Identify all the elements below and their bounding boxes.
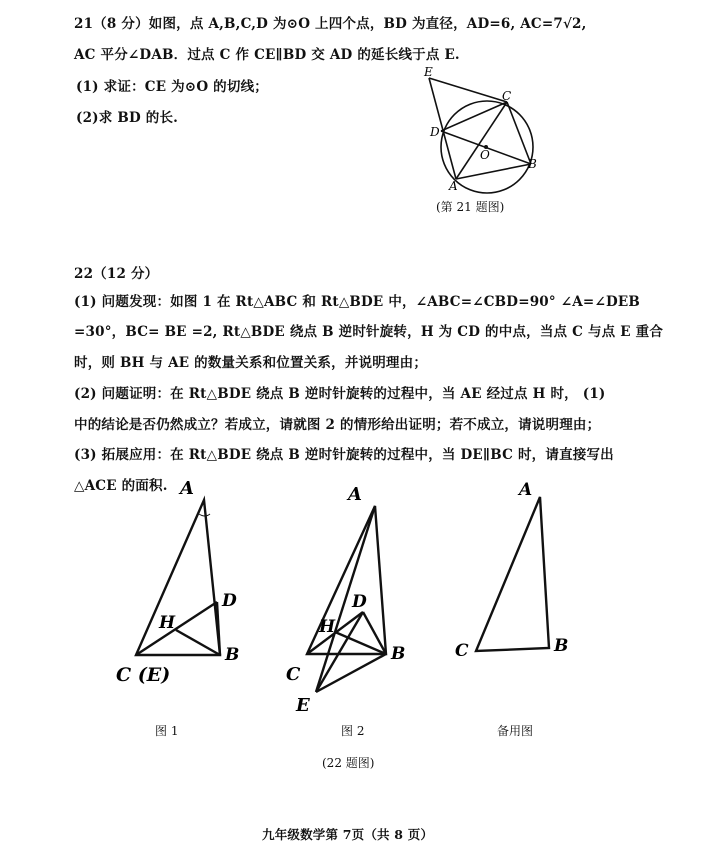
q21-label-O: O	[480, 148, 490, 162]
fig2-caption: 图 2	[341, 724, 365, 738]
fig1-label-B: B	[225, 645, 240, 665]
fig2-label-E: E	[296, 695, 310, 716]
q21-label-D: D	[430, 125, 440, 139]
q22-p1-line3: 时，则 BH 与 AE 的数量关系和位置关系，并说明理由；	[74, 355, 428, 371]
q22-figure-caption: (22 题图)	[322, 756, 375, 770]
q22-fig2	[307, 506, 386, 692]
fig3-caption: 备用图	[497, 724, 534, 738]
q21-part1: (1) 求证：CE 为⊙O 的切线；	[76, 79, 268, 95]
q22-fig3	[476, 497, 549, 651]
page-footer: 九年级数学第 7页（共 8 页）	[262, 827, 434, 842]
fig3-label-C: C	[455, 641, 469, 661]
q22-p2-line2: 中的结论是否仍然成立？若成立，请就图 2 的情形给出证明；若不成立，请说明理由；	[74, 417, 601, 433]
fig1-caption: 图 1	[155, 724, 179, 738]
fig2-label-B: B	[391, 644, 406, 664]
fig2-label-A: A	[348, 484, 362, 505]
q22-p1-line2: =30°，BC= BE =2, Rt△BDE 绕点 B 逆时针旋转，H 为 CD 的中点，当点 C 与点 E 重合	[74, 324, 664, 340]
q22-fig1	[136, 500, 220, 655]
q21-part2: (2)求 BD 的长.	[76, 110, 179, 126]
fig2-label-C: C	[286, 664, 301, 685]
fig1-label-D: D	[222, 591, 237, 611]
q21-header: 21（8 分）如图，点 A,B,C,D 为⊙O 上四个点，BD 为直径，AD=6, AC=7√2,	[74, 16, 587, 32]
fig3-label-B: B	[554, 636, 569, 656]
fig1-label-H: H	[159, 613, 176, 633]
fig3-label-A: A	[519, 480, 533, 500]
fig1-label-CE: C (E)	[116, 664, 171, 686]
q22-p3-line2: △ACE 的面积.	[74, 478, 168, 494]
q21-label-A: A	[449, 179, 458, 193]
q21-line2: AC 平分∠DAB．过点 C 作 CE∥BD 交 AD 的延长线于点 E.	[74, 47, 460, 63]
fig2-label-D: D	[352, 592, 367, 612]
q22-p2-line1: (2) 问题证明：在 Rt△BDE 绕点 B 逆时针旋转的过程中，当 AE 经过点 H 时， (1)	[74, 386, 606, 402]
q21-label-C: C	[502, 89, 512, 103]
fig2-label-H: H	[319, 617, 336, 637]
q22-p1-line1: (1) 问题发现：如图 1 在 Rt△ABC 和 Rt△BDE 中，∠ABC=∠CBD=90° ∠A=∠DEB	[74, 294, 640, 310]
q21-label-B: B	[528, 157, 537, 171]
q21-figure-caption: (第 21 题图)	[436, 200, 505, 214]
q22-header: 22（12 分）	[74, 266, 159, 282]
fig1-label-A: A	[180, 478, 194, 499]
q21-label-E: E	[424, 65, 433, 79]
q22-p3-line1: (3) 拓展应用：在 Rt△BDE 绕点 B 逆时针旋转的过程中，当 DE∥BC 时，请直接写出	[74, 447, 614, 463]
